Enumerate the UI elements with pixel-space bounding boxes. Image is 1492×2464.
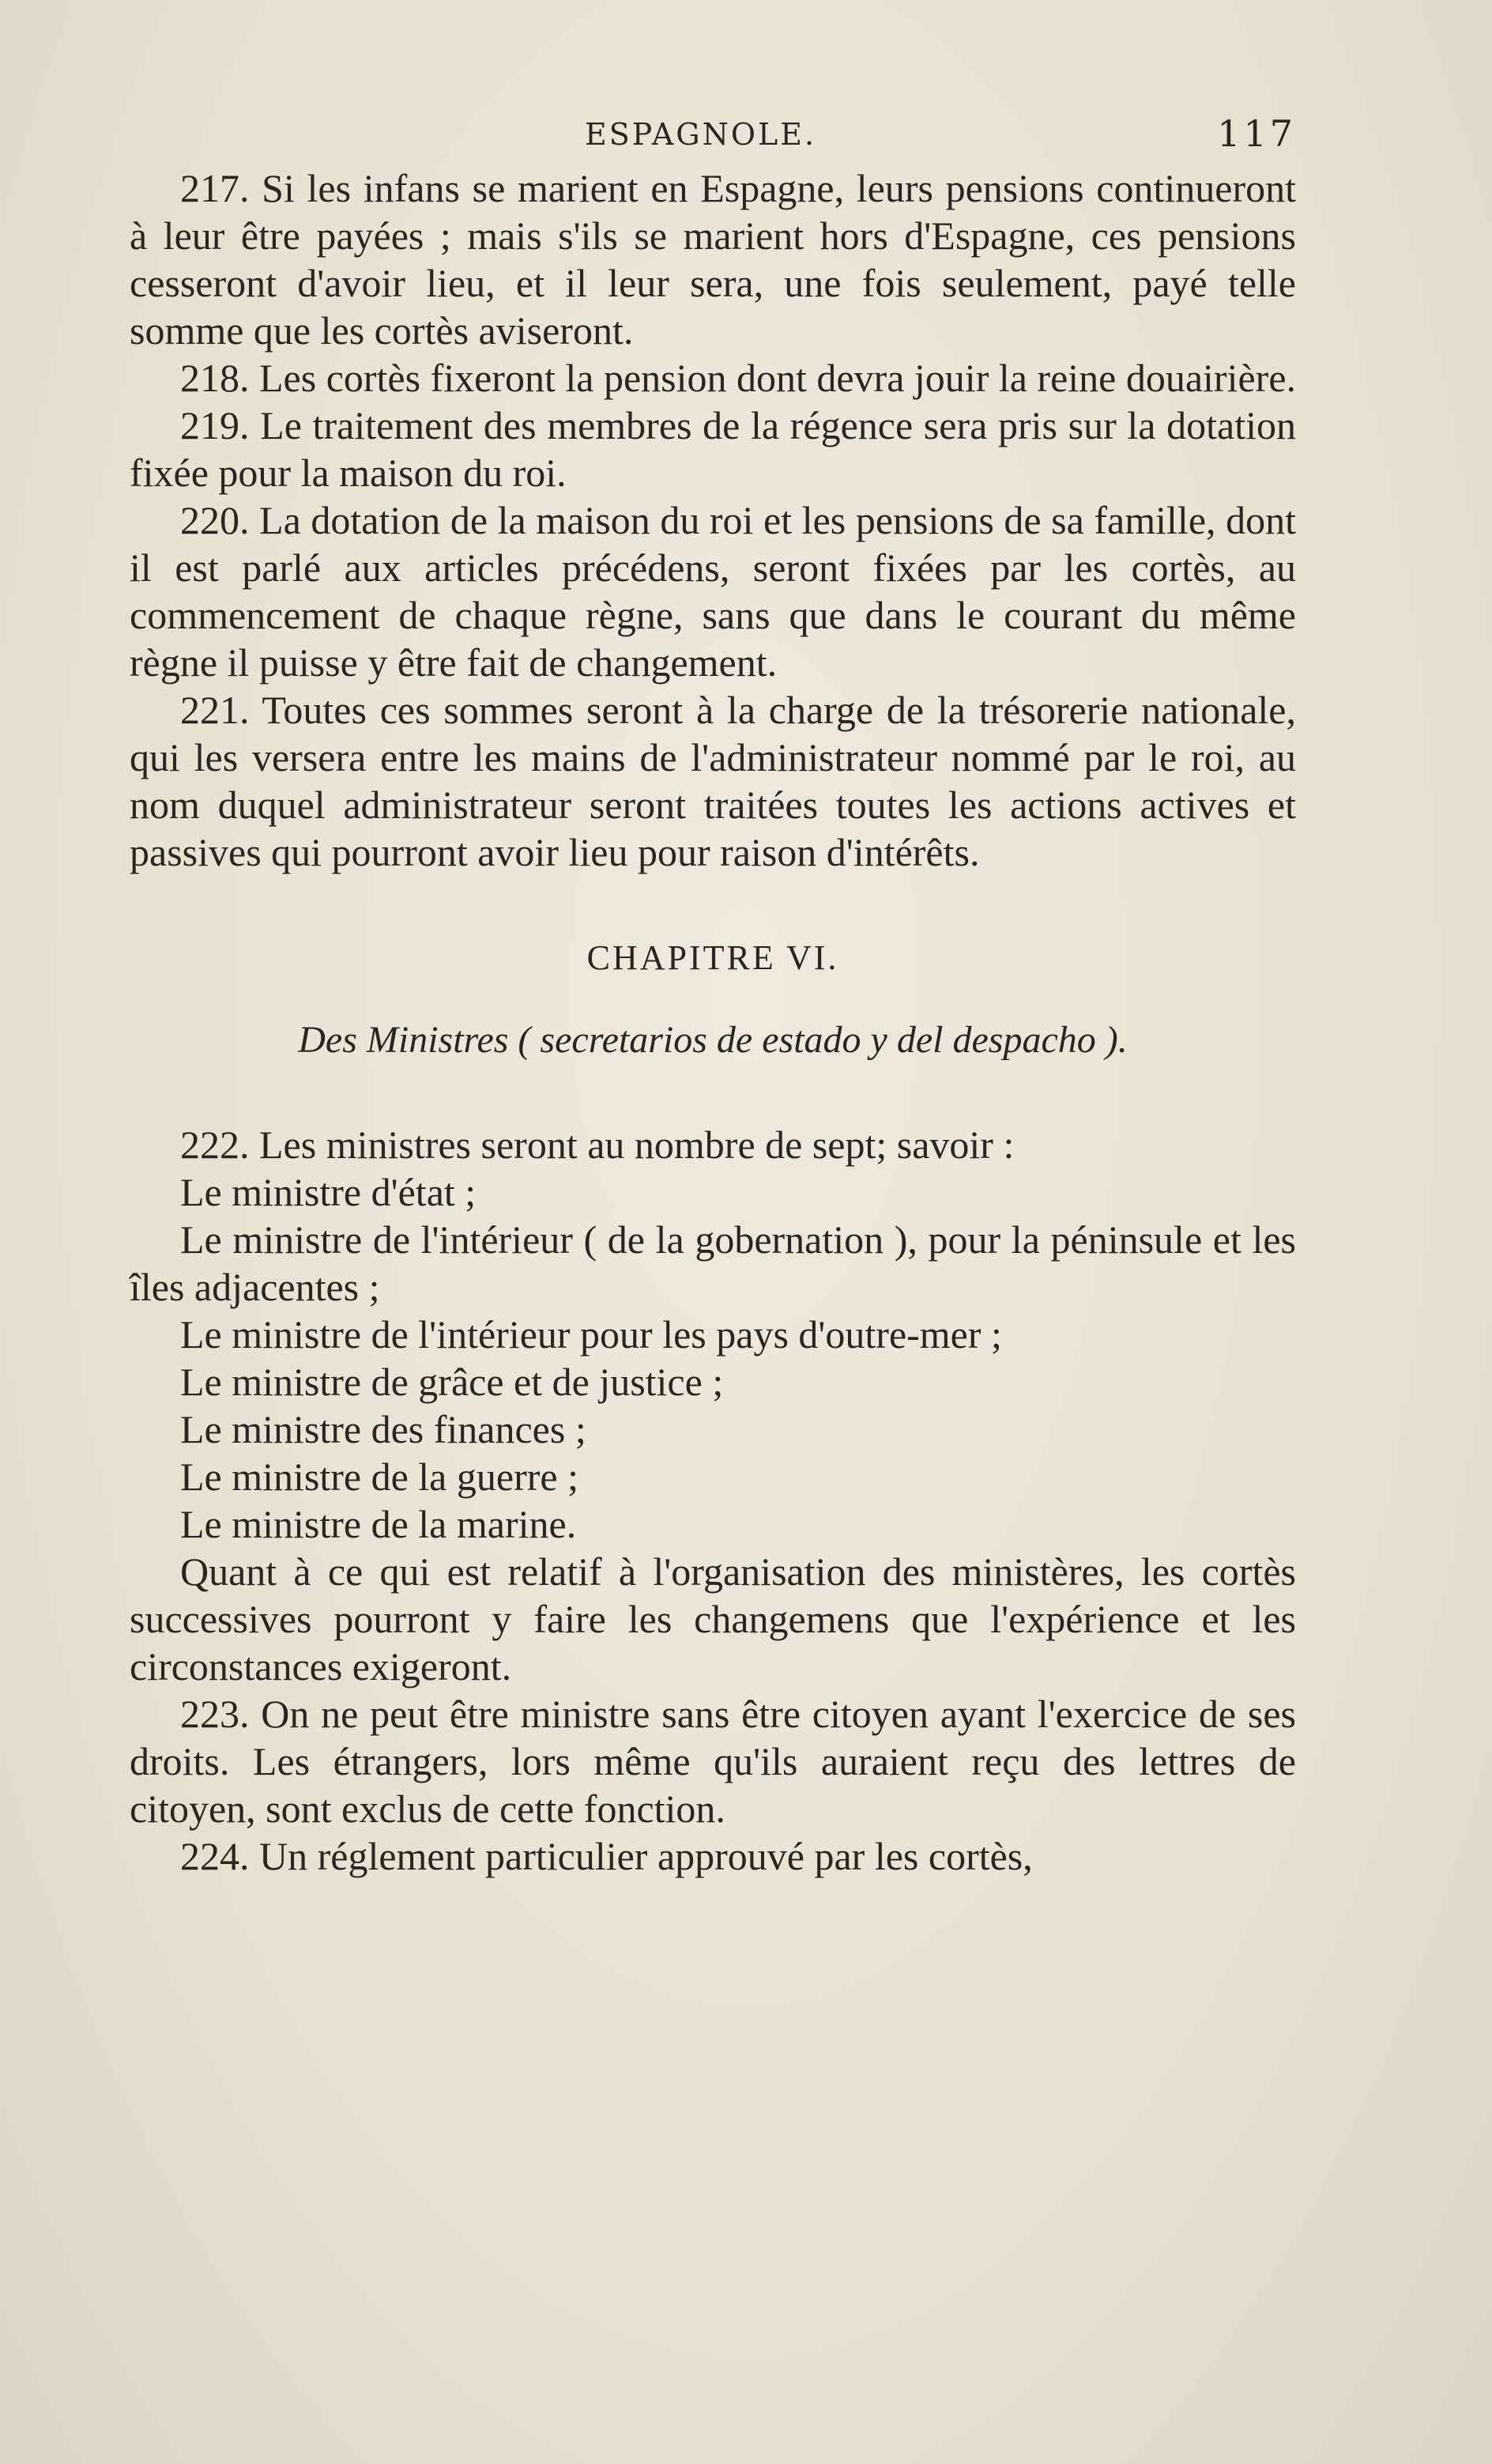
minister-item: Le ministre d'état ; (180, 1170, 477, 1214)
running-title: ESPAGNOLE. (585, 117, 817, 152)
minister-item: Le ministre de grâce et de justice ; (180, 1360, 724, 1404)
running-head (126, 112, 1296, 164)
minister-item: Le ministre de l'intérieur ( de la gobernation ), pour la péninsule et les îles adjacentes ; (130, 1217, 1296, 1309)
article-221: 221. Toutes ces sommes seront à la charge de la trésorerie nationale, qui les versera entre les mains de l'administrateur nommé par le roi, au nom duquel administrateur seront traitées toutes les actions actives et passives qui pourront avoir lieu pour raison d'intérêts. (130, 688, 1296, 874)
article-224: 224. Un réglement particulier approuvé par les cortès, (180, 1834, 1033, 1878)
page-number: 117 (1217, 112, 1296, 155)
chapter-subtitle: Des Ministres ( secretarios de estado y del despacho ). (298, 1019, 1128, 1061)
article-219: 219. Le traitement des membres de la régence sera pris sur la dotation fixée pour la maison du roi. (130, 403, 1296, 495)
minister-item: Le ministre des finances ; (180, 1407, 586, 1451)
article-218: 218. Les cortès fixeront la pension dont devra jouir la reine douairière. (180, 356, 1297, 400)
section-gap (130, 1064, 1296, 1121)
article-223: 223. On ne peut être ministre sans être citoyen ayant l'exercice de ses droits. Les étrangers, lors même qu'ils auraient reçu des lettres de citoyen, sont exclus de cette fonction. (130, 1692, 1296, 1831)
minister-item: Le ministre de la marine. (180, 1502, 577, 1546)
article-222-closing: Quant à ce qui est relatif à l'organisation des ministères, les cortès successives pourront y faire les changemens que l'expérience et les circonstances exigeront. (130, 1549, 1296, 1689)
article-222-intro: 222. Les ministres seront au nombre de sept; savoir : (180, 1123, 1015, 1167)
chapter-heading: CHAPITRE VI. (586, 938, 839, 977)
article-220: 220. La dotation de la maison du roi et les pensions de sa famille, dont il est parlé aux articles précédens, seront fixées par les cortès, au commencement de chaque règne, sans que dans le courant du même règne il puisse y être fait de changement. (130, 498, 1296, 685)
article-217: 217. Si les infans se marient en Espagne, leurs pensions continueront à leur être payées ; mais s'ils se marient hors d'Espagne, ces pensions cesseront d'avoir lieu, et il leur sera, une fois seulement, payé telle somme que les cortès aviseront. (130, 166, 1296, 353)
minister-item: Le ministre de l'intérieur pour les pays d'outre-mer ; (180, 1312, 1002, 1357)
minister-item: Le ministre de la guerre ; (180, 1455, 578, 1499)
body-text (130, 164, 1296, 1880)
